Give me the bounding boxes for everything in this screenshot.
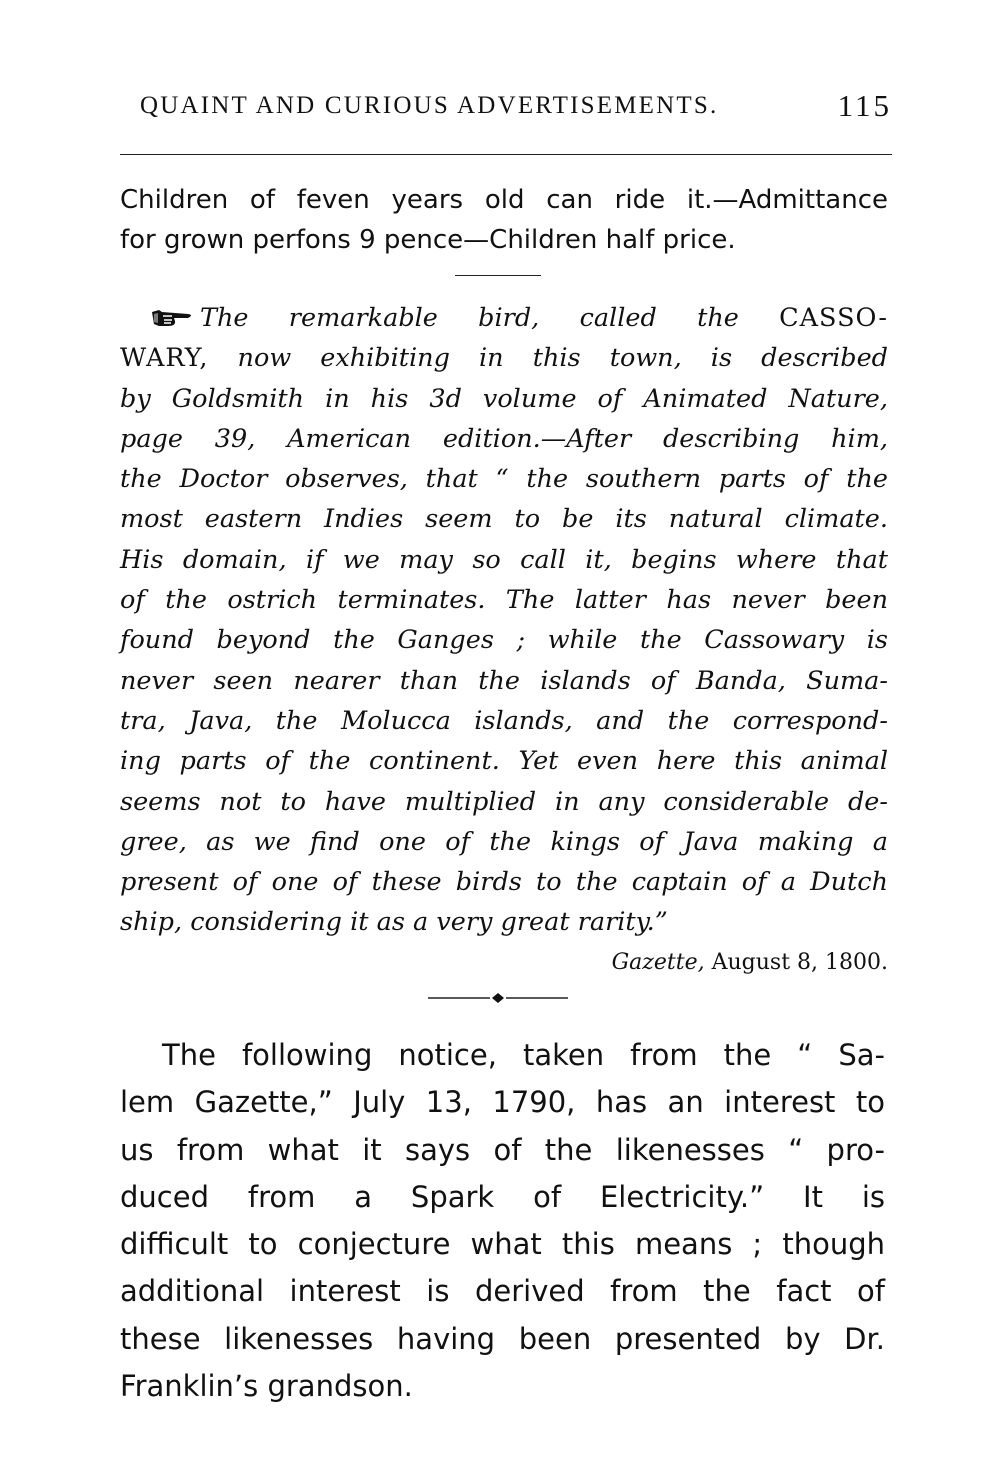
roman-capitals: CASSO-	[779, 303, 888, 333]
page-number: 115	[837, 88, 892, 123]
commentary-paragraph	[120, 1032, 885, 1410]
commentary-line: Franklin’s grandson.	[120, 1369, 413, 1404]
intro-line-1: Children of feven years old can ride it.—Admittance	[120, 185, 888, 215]
advertisement-line: ship, considering it as a very great rarity.”	[120, 907, 668, 938]
advertisement-line: most eastern Indies seem to be its natural climate.	[120, 504, 888, 535]
advertisement-line: tra, Java, the Molucca islands, and the correspond-	[120, 705, 888, 736]
advertisement-line: present of one of these birds to the captain of a Dutch	[120, 867, 888, 898]
running-head	[120, 88, 892, 132]
source-citation	[612, 950, 888, 975]
commentary-line: The following notice, taken from the “ Sa-	[162, 1038, 885, 1072]
commentary-line: us from what it says of the likenesses “ pro-	[120, 1132, 885, 1167]
advertisement-first-line: The remarkable bird, called the CASSO-	[200, 303, 888, 333]
advertisement-text	[120, 298, 888, 943]
advertisement-line: ing parts of the continent. Yet even here this animal	[120, 746, 888, 777]
pointing-hand-icon	[150, 307, 196, 329]
section-divider	[455, 275, 541, 276]
running-title: QUAINT AND CURIOUS ADVERTISEMENTS.	[140, 92, 719, 119]
commentary-line: lem Gazette,” July 13, 1790, has an interest to	[120, 1085, 885, 1120]
advertisement-line: His domain, if we may so call it, begins where that	[120, 544, 888, 575]
advertisement-line: found beyond the Ganges ; while the Cassowary is	[120, 625, 888, 656]
commentary-line: these likenesses having been presented by Dr.	[120, 1321, 885, 1356]
source-name: Gazette,	[611, 950, 705, 975]
advertisement-line: by Goldsmith in his 3d volume of Animated Nature,	[120, 383, 888, 414]
advertisement-line: seems not to have multiplied in any considerable de-	[120, 786, 888, 817]
commentary-line: duced from a Spark of Electricity.” It is	[120, 1179, 885, 1214]
source-date: August 8, 1800.	[711, 950, 888, 975]
header-rule	[120, 154, 892, 155]
commentary-line: additional interest is derived from the fact of	[120, 1274, 885, 1309]
roman-capitals: WARY,	[120, 343, 209, 374]
advertisement-line: never seen nearer than the islands of Banda, Suma-	[120, 665, 888, 696]
intro-line-2: for grown perfons 9 pence—Children half price.	[120, 225, 736, 255]
commentary-line: difficult to conjecture what this means ; though	[120, 1227, 885, 1262]
advertisement-line: gree, as we find one of the kings of Java making a	[120, 826, 888, 857]
advertisement-line	[120, 298, 888, 338]
advertisement-line: the Doctor observes, that “ the southern parts of the	[120, 464, 888, 495]
diamond-ornament-icon	[428, 988, 568, 1008]
advertisement-line: page 39, American edition.—After describing him,	[120, 423, 888, 454]
advertisement-line: of the ostrich terminates. The latter has never been	[120, 585, 888, 616]
advertisement-line: WARY, now exhibiting in this town, is described	[120, 343, 888, 374]
